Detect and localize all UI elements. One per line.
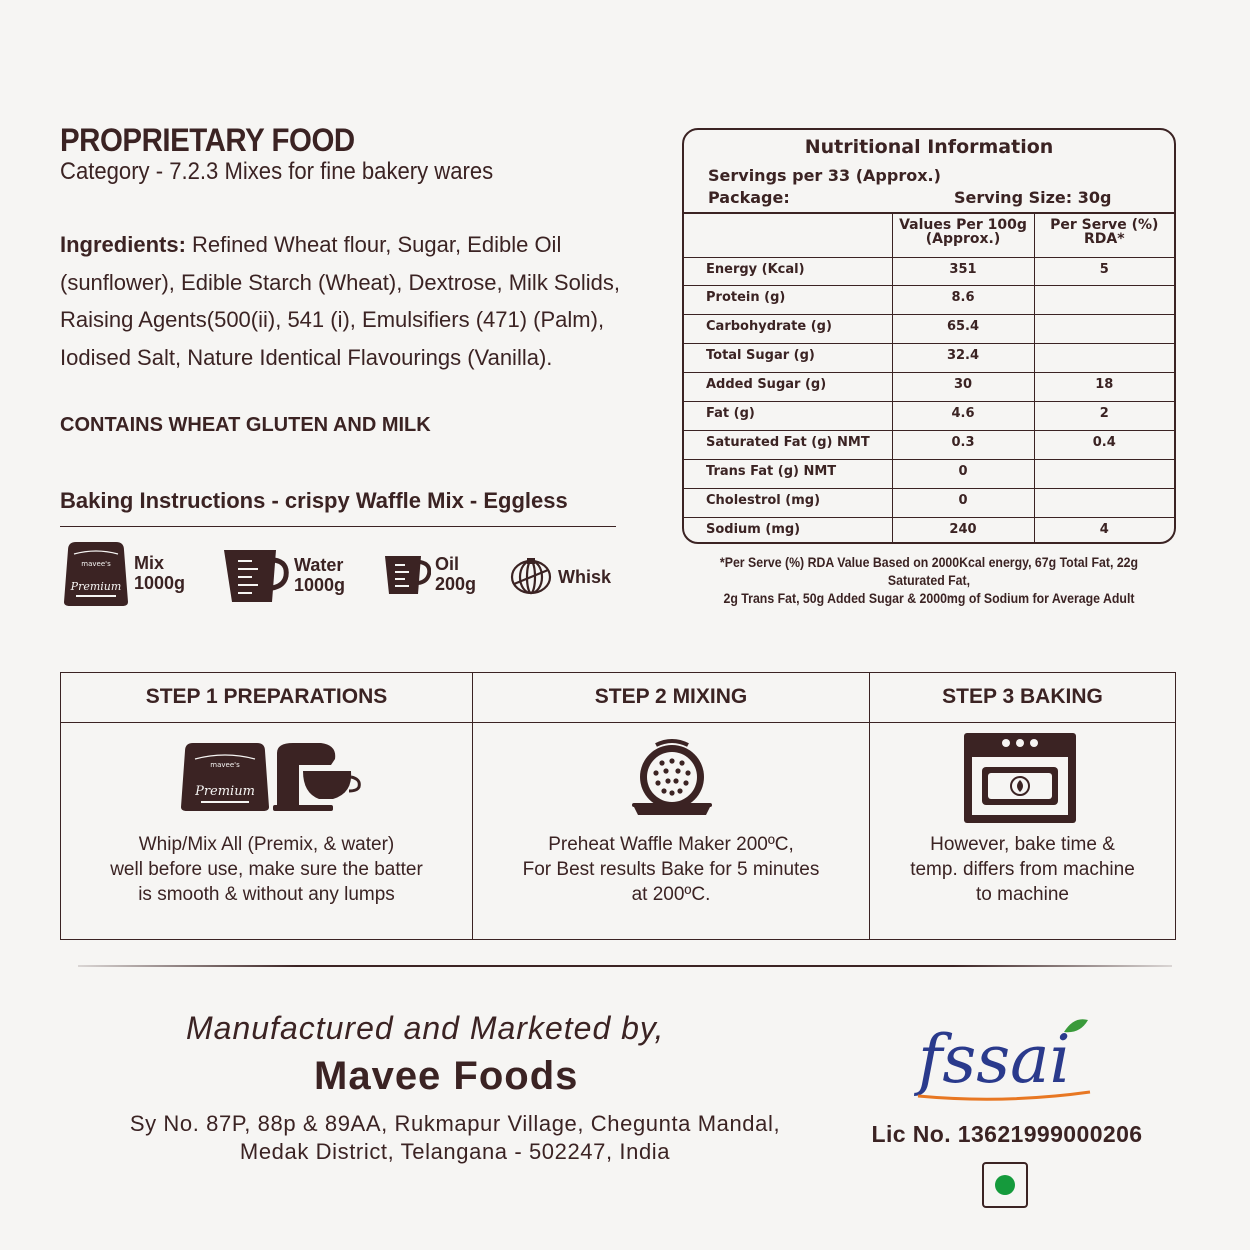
manufacturer-address: Sy No. 87P, 88p & 89AA, Rukmapur Village, Chegunta Mandal, Medak District, Telangana - 502247, India xyxy=(129,1111,781,1164)
per100-value: 32.4 xyxy=(892,344,1034,373)
rda-value: 2 xyxy=(1034,401,1174,430)
rda-value xyxy=(1034,459,1174,488)
ingredients-label: Ingredients: xyxy=(60,232,186,257)
ingredients-block xyxy=(60,226,672,376)
rda-value xyxy=(1034,344,1174,373)
baking-instructions-title: Baking Instructions - crispy Waffle Mix - Eggless xyxy=(60,488,568,513)
nutrient-name: Cholestrol (mg) xyxy=(684,488,892,517)
rda-value xyxy=(1034,315,1174,344)
step-1 xyxy=(61,673,472,939)
nutrient-name: Saturated Fat (g) NMT xyxy=(684,430,892,459)
steps-table xyxy=(60,672,1176,940)
nutrient-name: Added Sugar (g) xyxy=(684,373,892,402)
premix-pack-icon xyxy=(62,540,130,606)
product-category: Category - 7.2.3 Mixes for fine bakery wares xyxy=(60,158,494,185)
nutrient-name: Energy (Kcal) xyxy=(684,257,892,286)
nutrition-title: Nutritional Information xyxy=(804,136,1054,158)
ingredient-mix-label xyxy=(134,553,185,593)
waffle-maker-icon xyxy=(630,737,714,819)
nutrient-name: Trans Fat (g) NMT xyxy=(684,459,892,488)
nutrient-name: Protein (g) xyxy=(684,286,892,315)
step-3 xyxy=(869,673,1175,939)
nutrition-serving-size: Serving Size: 30g xyxy=(954,188,1112,207)
rda-value xyxy=(1034,286,1174,315)
nutrition-row xyxy=(684,257,1174,286)
ingredient-whisk-name: Whisk xyxy=(558,567,612,587)
nutrition-header-row xyxy=(684,214,1174,257)
ingredient-whisk xyxy=(508,556,611,598)
per100-value: 240 xyxy=(892,517,1034,544)
allergen-warning: CONTAINS WHEAT GLUTEN AND MILK xyxy=(60,414,431,436)
per100-col-header: Values Per 100g (Approx.) xyxy=(892,214,1034,257)
measuring-jug-icon xyxy=(222,546,290,604)
rda-col-header: Per Serve (%) RDA* xyxy=(1034,214,1174,257)
ingredients-text: Refined Wheat flour, Sugar, Edible Oil (sunflower), Edible Starch (Wheat), Dextrose, Milk Solids, Raising Agents(500(ii), 541 (i), Emulsifiers (471) (Palm), Iodised Salt, Nature Identical Flavourings (Vanilla). xyxy=(60,232,620,370)
per100-value: 351 xyxy=(892,257,1034,286)
baking-divider xyxy=(60,526,616,527)
nutrition-row xyxy=(684,401,1174,430)
manufacturer-name: Mavee Foods xyxy=(314,1054,579,1098)
product-type-title: PROPRIETARY FOOD xyxy=(60,122,355,158)
oven-icon xyxy=(962,731,1078,825)
nutrition-panel xyxy=(682,128,1176,544)
nutrition-row xyxy=(684,517,1174,544)
veg-mark-icon xyxy=(982,1162,1028,1208)
nutrient-name: Total Sugar (g) xyxy=(684,344,892,373)
pack-name: Premium xyxy=(195,784,255,799)
per100-value: 0 xyxy=(892,488,1034,517)
nutrition-row xyxy=(684,430,1174,459)
ingredient-oil-label xyxy=(435,554,476,594)
ingredient-water-qty: 1000g xyxy=(294,575,346,595)
step-1-text: Whip/Mix All (Premix, & water) well before use, make sure the batter is smooth & without any lumps xyxy=(110,834,423,905)
ingredient-oil-name: Oil xyxy=(435,554,460,574)
ingredient-mix-qty: 1000g xyxy=(134,573,186,593)
veg-dot xyxy=(995,1175,1015,1195)
step-2-title: STEP 2 MIXING xyxy=(473,673,869,723)
pack-brand: mavee's xyxy=(210,761,240,769)
measuring-cup-icon xyxy=(383,552,431,596)
rda-value: 18 xyxy=(1034,373,1174,402)
pack-name: Premium xyxy=(70,580,122,593)
nutrition-row xyxy=(684,315,1174,344)
nutrition-row xyxy=(684,286,1174,315)
ingredient-water-name: Water xyxy=(294,555,344,575)
step-1-title: STEP 1 PREPARATIONS xyxy=(61,673,472,723)
step-3-title: STEP 3 BAKING xyxy=(870,673,1175,723)
per100-value: 0.3 xyxy=(892,430,1034,459)
fssai-logo-text: fssai xyxy=(918,1021,1071,1098)
nutrition-servings: Servings per 33 (Approx.) xyxy=(708,166,941,185)
ingredient-water-label xyxy=(294,555,345,595)
rda-value: 4 xyxy=(1099,521,1109,537)
stand-mixer-icon xyxy=(273,743,359,811)
step-2 xyxy=(472,673,869,939)
nutrition-package: Package: xyxy=(708,188,790,207)
manufactured-by-label: Manufactured and Marketed by, xyxy=(186,1010,665,1046)
ingredient-oil xyxy=(383,552,476,596)
premix-pack-icon xyxy=(181,743,269,811)
per100-value: 8.6 xyxy=(892,286,1034,315)
per100-value: 0 xyxy=(892,459,1034,488)
fssai-logo xyxy=(914,1012,1094,1108)
nutrition-row xyxy=(684,344,1174,373)
per100-value: 4.6 xyxy=(892,401,1034,430)
whisk-icon xyxy=(508,556,554,598)
section-divider xyxy=(78,965,1172,967)
nutrient-name: Carbohydrate (g) xyxy=(684,315,892,344)
step-2-text: Preheat Waffle Maker 200ºC, For Best results Bake for 5 minutes at 200ºC. xyxy=(522,834,820,905)
nutrition-table xyxy=(684,214,1174,544)
rda-footnote: *Per Serve (%) RDA Value Based on 2000Kcal energy, 67g Total Fat, 22g Saturated Fat, 2g Trans Fat, 50g Added Sugar & 2000mg of Sodium for Average Adult xyxy=(719,554,1139,606)
nutrition-row xyxy=(684,373,1174,402)
nutrient-name: Sodium (mg) xyxy=(684,517,892,544)
ingredient-water xyxy=(222,546,345,604)
rda-value xyxy=(1034,488,1174,517)
fssai-license-number: Lic No. 13621999000206 xyxy=(871,1121,1143,1147)
nutrition-row xyxy=(684,459,1174,488)
step-3-text: However, bake time & temp. differs from machine to machine xyxy=(910,834,1135,905)
nutrient-name: Fat (g) xyxy=(684,401,892,430)
ingredient-mix-name: Mix xyxy=(134,553,165,573)
per100-value: 65.4 xyxy=(892,315,1034,344)
rda-value: 5 xyxy=(1034,257,1174,286)
ingredient-mix xyxy=(62,540,185,606)
pack-brand: mavee's xyxy=(81,560,111,568)
nutrition-row xyxy=(684,488,1174,517)
ingredient-oil-qty: 200g xyxy=(435,574,477,594)
per100-value: 30 xyxy=(892,373,1034,402)
nutrient-col-header xyxy=(684,214,892,257)
rda-value: 0.4 xyxy=(1034,430,1174,459)
